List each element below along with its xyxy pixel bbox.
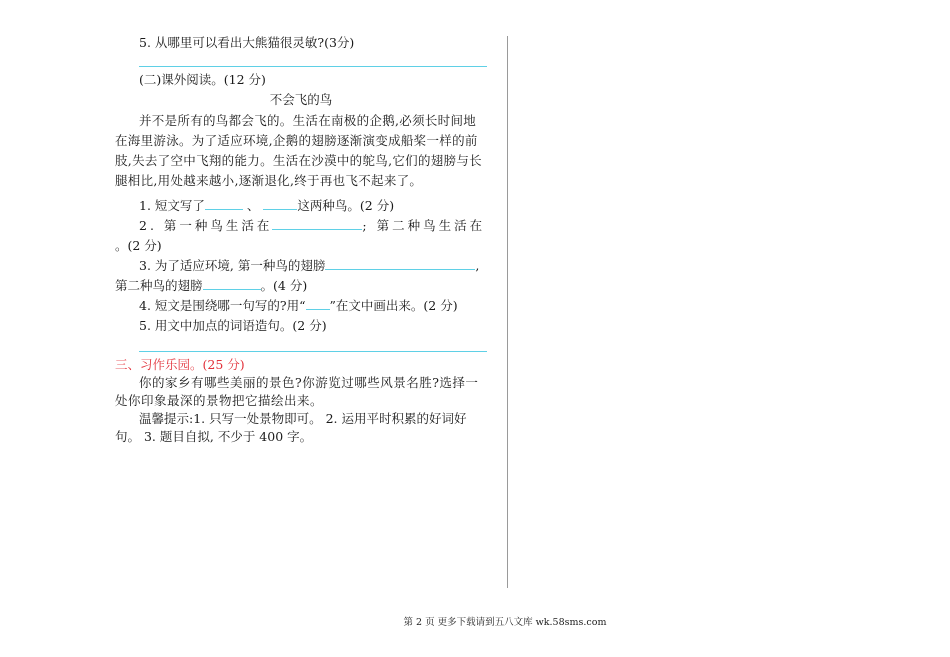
- question-5: 5. 用文中加点的词语造句。(2 分): [139, 318, 327, 333]
- question-1-text-b: 这两种鸟。(2 分): [297, 198, 395, 213]
- question-3-text-a: 3. 为了适应环境, 第一种鸟的翅膀: [139, 258, 326, 273]
- blank-2a[interactable]: [272, 217, 362, 230]
- article-body: 并不是所有的鸟都会飞的。生活在南极的企鹅,必须长时间地在海里游泳。为了适应环境,企鹅的翅膀逐渐演变成船桨一样的前肢,失去了空中飞翔的能力。生活在沙漠中的鸵鸟,它们的翅膀与长腿相比,用处越来越小,逐渐退化,终于再也飞不起来了。: [115, 113, 482, 188]
- blank-4[interactable]: [306, 297, 330, 310]
- answer-line[interactable]: [139, 343, 487, 352]
- article-title: 不会飞的鸟: [269, 92, 333, 107]
- question-3-text-c: 。(4 分): [260, 278, 308, 293]
- page-footer: 第 2 页 更多下载请到五八文库 wk.58sms.com: [403, 617, 607, 628]
- question-4-text-a: 4. 短文是围绕哪一句写的?用“: [139, 298, 306, 313]
- writing-prompt: 你的家乡有哪些美丽的景色?你游览过哪些风景名胜?选择一处你印象最深的景物把它描绘出来。: [115, 375, 479, 408]
- section-2-title: (二)课外阅读。(12 分): [139, 72, 266, 87]
- question-2-text-b: ; 第二种鸟生活在: [362, 218, 486, 233]
- question-1: [115, 197, 487, 215]
- question-1-sep: 、: [246, 198, 260, 213]
- question-3-cont: [115, 277, 487, 295]
- question-5-prev: 5. 从哪里可以看出大熊猫很灵敏?(3分): [139, 35, 355, 50]
- blank-1b[interactable]: [263, 197, 297, 210]
- section-3-title: 三、习作乐园。(25 分): [115, 357, 245, 372]
- writing-tips-line-2: 句。 3. 题目自拟, 不少于 400 字。: [115, 429, 313, 444]
- question-2-cont: 。(2 分): [115, 238, 162, 253]
- writing-tips-line-1: 温馨提示:1. 只写一处景物即可。 2. 运用平时积累的好词好: [139, 411, 467, 426]
- blank-3a[interactable]: [325, 257, 475, 270]
- question-4: [115, 297, 487, 315]
- question-2-text-a: 2. 第一种鸟生活在: [139, 218, 273, 233]
- question-3: [115, 257, 487, 275]
- question-3-comma: ,: [475, 258, 480, 273]
- question-4-text-b: ”在文中画出来。(2 分): [329, 298, 458, 313]
- question-2: [115, 217, 487, 235]
- answer-line[interactable]: [139, 58, 487, 67]
- blank-3b[interactable]: [203, 277, 261, 290]
- column-divider: [507, 36, 508, 588]
- question-3-text-b: 第二种鸟的翅膀: [115, 278, 203, 293]
- blank-1a[interactable]: [205, 197, 243, 210]
- left-column: [115, 34, 487, 446]
- question-1-text-a: 1. 短文写了: [139, 198, 205, 213]
